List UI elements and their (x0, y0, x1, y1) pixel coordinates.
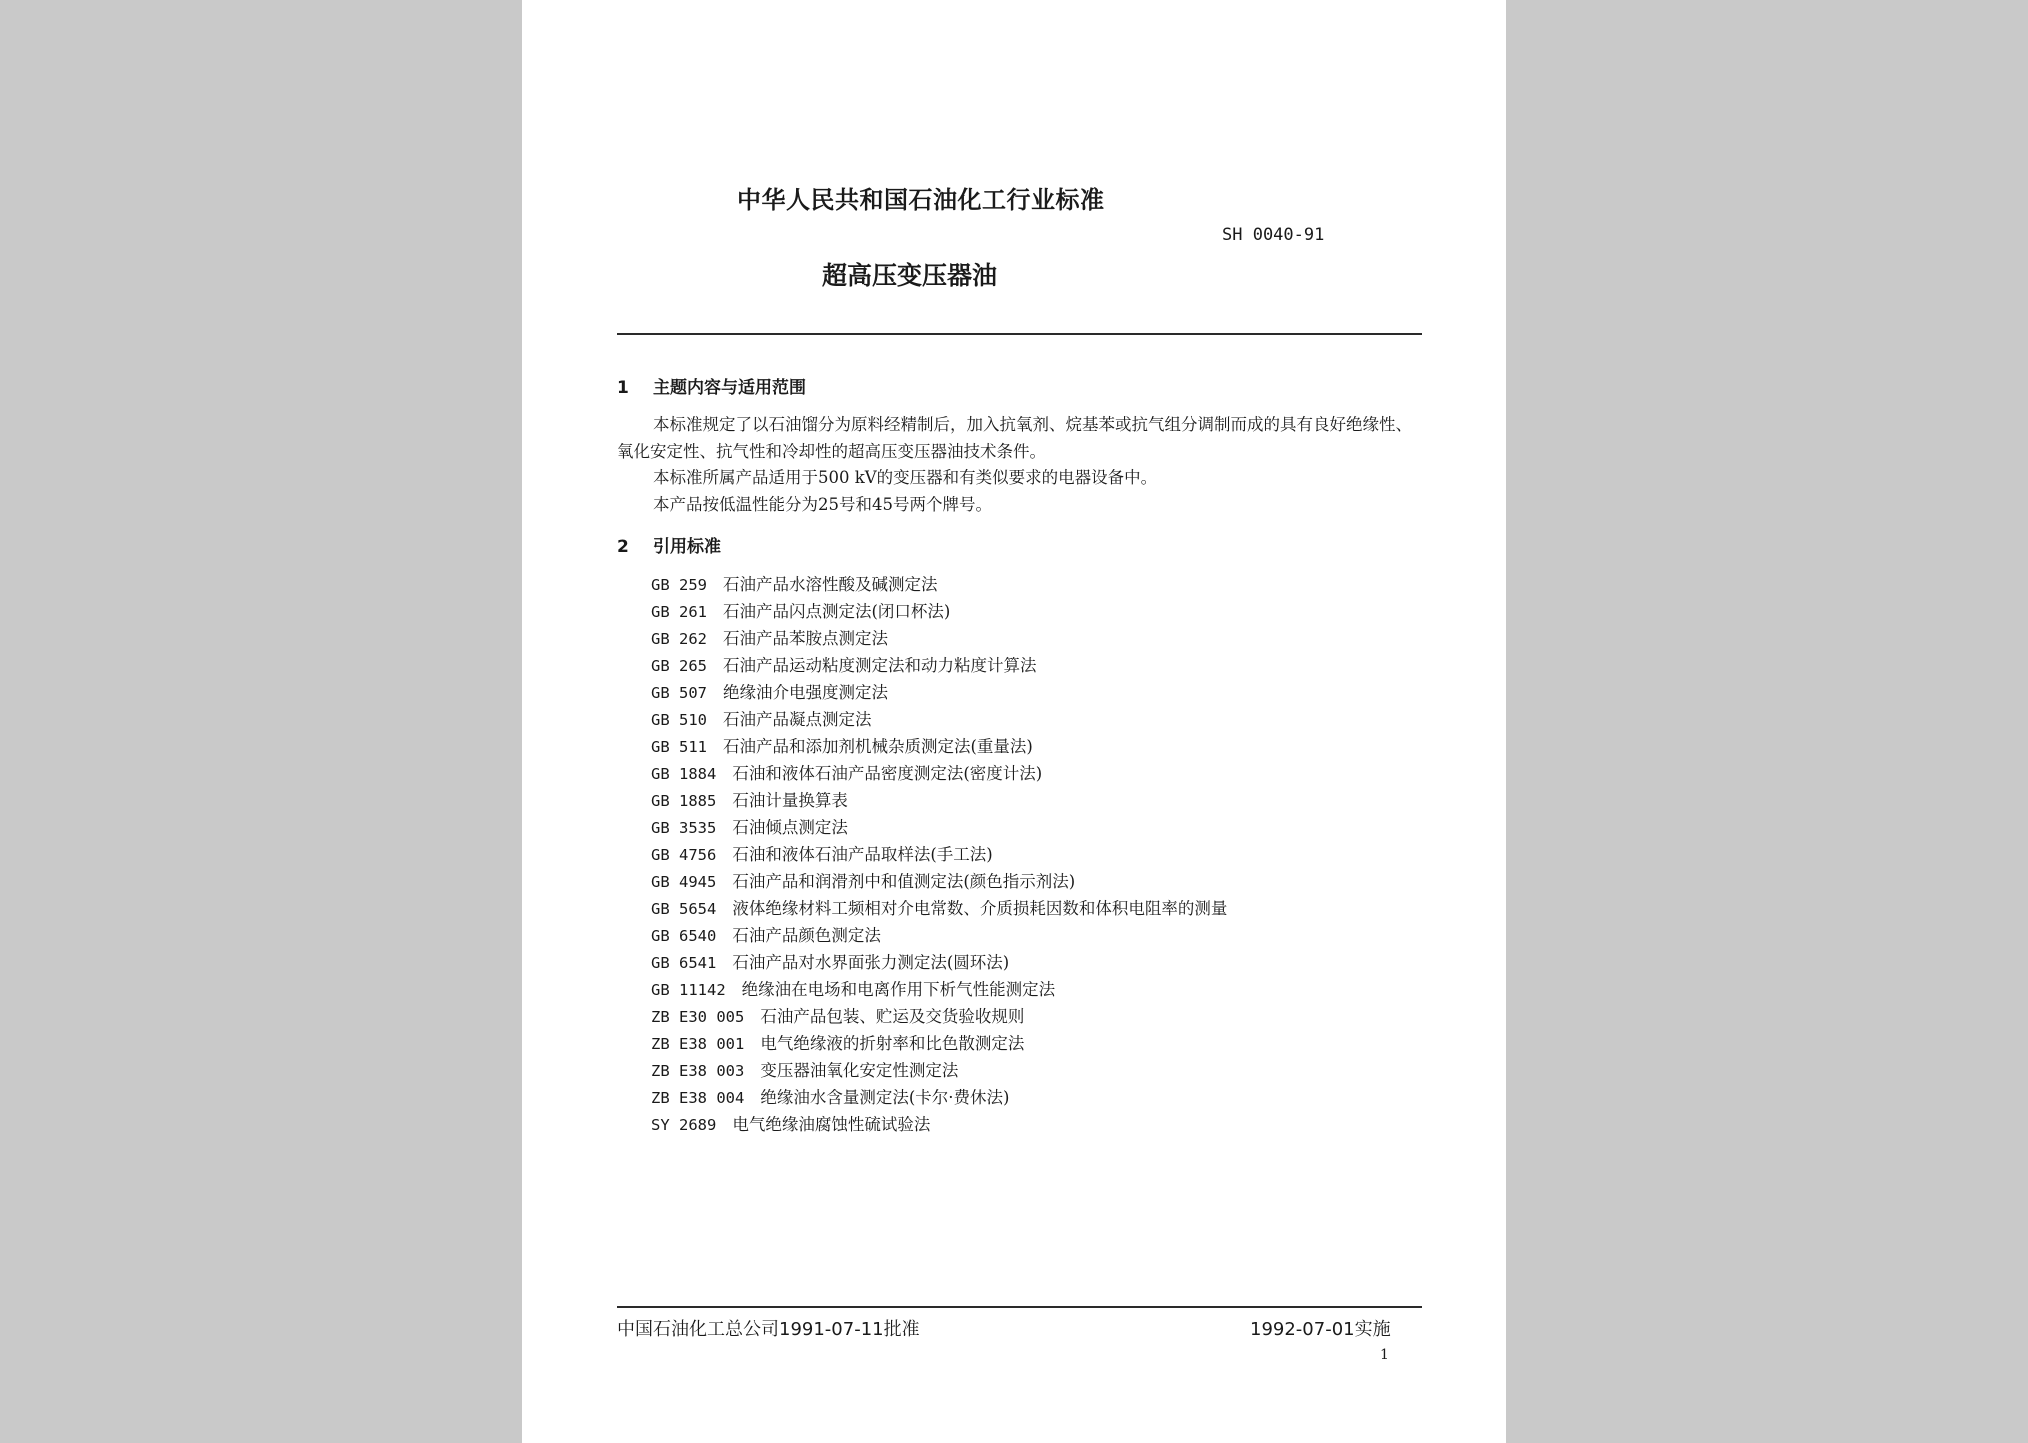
reference-item (651, 949, 1227, 976)
reference-code: ZB E38 003 (651, 1062, 745, 1080)
reference-item (651, 760, 1227, 787)
reference-item (651, 1057, 1227, 1084)
reference-title: 绝缘油介电强度测定法 (723, 683, 888, 702)
header-divider (617, 333, 1422, 335)
reference-title: 石油和液体石油产品密度测定法(密度计法) (732, 764, 1043, 783)
section-1-title: 主题内容与适用范围 (653, 378, 806, 398)
reference-title: 石油产品运动粘度测定法和动力粘度计算法 (723, 656, 1037, 675)
issuing-standard-body: 中华人民共和国石油化工行业标准 (737, 186, 1105, 214)
reference-item (651, 922, 1227, 949)
reference-title: 石油产品凝点测定法 (723, 710, 872, 729)
reference-code: GB 4945 (651, 873, 717, 891)
section-2-number: 2 (617, 537, 629, 557)
reference-title: 绝缘油水含量测定法(卡尔·费休法) (760, 1088, 1010, 1107)
reference-title: 石油和液体石油产品取样法(手工法) (732, 845, 993, 864)
approval-statement: 中国石油化工总公司1991-07-11批准 (617, 1319, 920, 1340)
reference-item (651, 868, 1227, 895)
reference-code: GB 262 (651, 630, 707, 648)
reference-title: 石油产品和润滑剂中和值测定法(颜色指示剂法) (732, 872, 1076, 891)
page-number: 1 (1380, 1347, 1389, 1363)
reference-item (651, 679, 1227, 706)
reference-item (651, 787, 1227, 814)
reference-code: ZB E30 005 (651, 1008, 745, 1026)
reference-code: GB 6540 (651, 927, 717, 945)
reference-code: ZB E38 001 (651, 1035, 745, 1053)
reference-item (651, 733, 1227, 760)
reference-code: ZB E38 004 (651, 1089, 745, 1107)
reference-code: GB 259 (651, 576, 707, 594)
reference-title: 电气绝缘油腐蚀性硫试验法 (732, 1115, 931, 1134)
reference-title: 石油计量换算表 (732, 791, 848, 810)
effective-date: 1992-07-01实施 (1250, 1319, 1391, 1340)
section-1-heading (617, 373, 806, 398)
reference-item (651, 571, 1227, 598)
reference-item (651, 706, 1227, 733)
section-1-paragraph-application: 本标准所属产品适用于500 kV的变压器和有类似要求的电器设备中。 (653, 468, 1158, 487)
section-2-title: 引用标准 (653, 537, 721, 557)
reference-item (651, 652, 1227, 679)
reference-code: SY 2689 (651, 1116, 717, 1134)
document-title: 超高压变压器油 (822, 261, 998, 290)
reference-item (651, 625, 1227, 652)
reference-title: 石油产品包装、贮运及交货验收规则 (760, 1007, 1025, 1026)
reference-title: 绝缘油在电场和电离作用下析气性能测定法 (741, 980, 1056, 999)
section-1-number: 1 (617, 378, 629, 398)
reference-item (651, 598, 1227, 625)
reference-item (651, 841, 1227, 868)
reference-code: GB 511 (651, 738, 707, 756)
reference-code: GB 3535 (651, 819, 717, 837)
reference-title: 石油产品对水界面张力测定法(圆环法) (732, 953, 1010, 972)
reference-title: 石油产品和添加剂机械杂质测定法(重量法) (723, 737, 1033, 756)
reference-code: GB 6541 (651, 954, 717, 972)
reference-title: 石油产品苯胺点测定法 (723, 629, 888, 648)
reference-code: GB 11142 (651, 981, 726, 999)
reference-title: 石油产品水溶性酸及碱测定法 (723, 575, 938, 594)
standard-code: SH 0040-91 (1222, 225, 1325, 245)
reference-code: GB 265 (651, 657, 707, 675)
reference-item (651, 1111, 1227, 1138)
reference-item (651, 976, 1227, 1003)
reference-code: GB 510 (651, 711, 707, 729)
reference-code: GB 4756 (651, 846, 717, 864)
reference-item (651, 1003, 1227, 1030)
reference-title: 变压器油氧化安定性测定法 (760, 1061, 959, 1080)
footer-divider (617, 1306, 1422, 1308)
section-2-heading (617, 532, 721, 557)
reference-title: 石油倾点测定法 (732, 818, 848, 837)
section-1-paragraph-grades: 本产品按低温性能分为25号和45号两个牌号。 (653, 495, 992, 514)
section-1-paragraph-1-text: 本标准规定了以石油馏分为原料经精制后，加入抗氧剂、烷基苯或抗气组分调制而成的具有良好绝缘性、氧化安定性、抗气性和冷却性的超高压变压器油技术条件。 (617, 415, 1412, 461)
reference-title: 液体绝缘材料工频相对介电常数、介质损耗因数和体积电阻率的测量 (732, 899, 1228, 918)
reference-item (651, 1030, 1227, 1057)
referenced-standards-list (651, 571, 1227, 1138)
document-page (522, 0, 1506, 1443)
reference-item (651, 895, 1227, 922)
reference-title: 石油产品颜色测定法 (732, 926, 881, 945)
reference-code: GB 507 (651, 684, 707, 702)
reference-title: 电气绝缘液的折射率和比色散测定法 (760, 1034, 1025, 1053)
reference-code: GB 5654 (651, 900, 717, 918)
section-1-paragraph-scope (617, 411, 1422, 465)
reference-code: GB 261 (651, 603, 707, 621)
reference-item (651, 814, 1227, 841)
reference-title: 石油产品闪点测定法(闭口杯法) (723, 602, 951, 621)
reference-item (651, 1084, 1227, 1111)
reference-code: GB 1884 (651, 765, 717, 783)
reference-code: GB 1885 (651, 792, 717, 810)
